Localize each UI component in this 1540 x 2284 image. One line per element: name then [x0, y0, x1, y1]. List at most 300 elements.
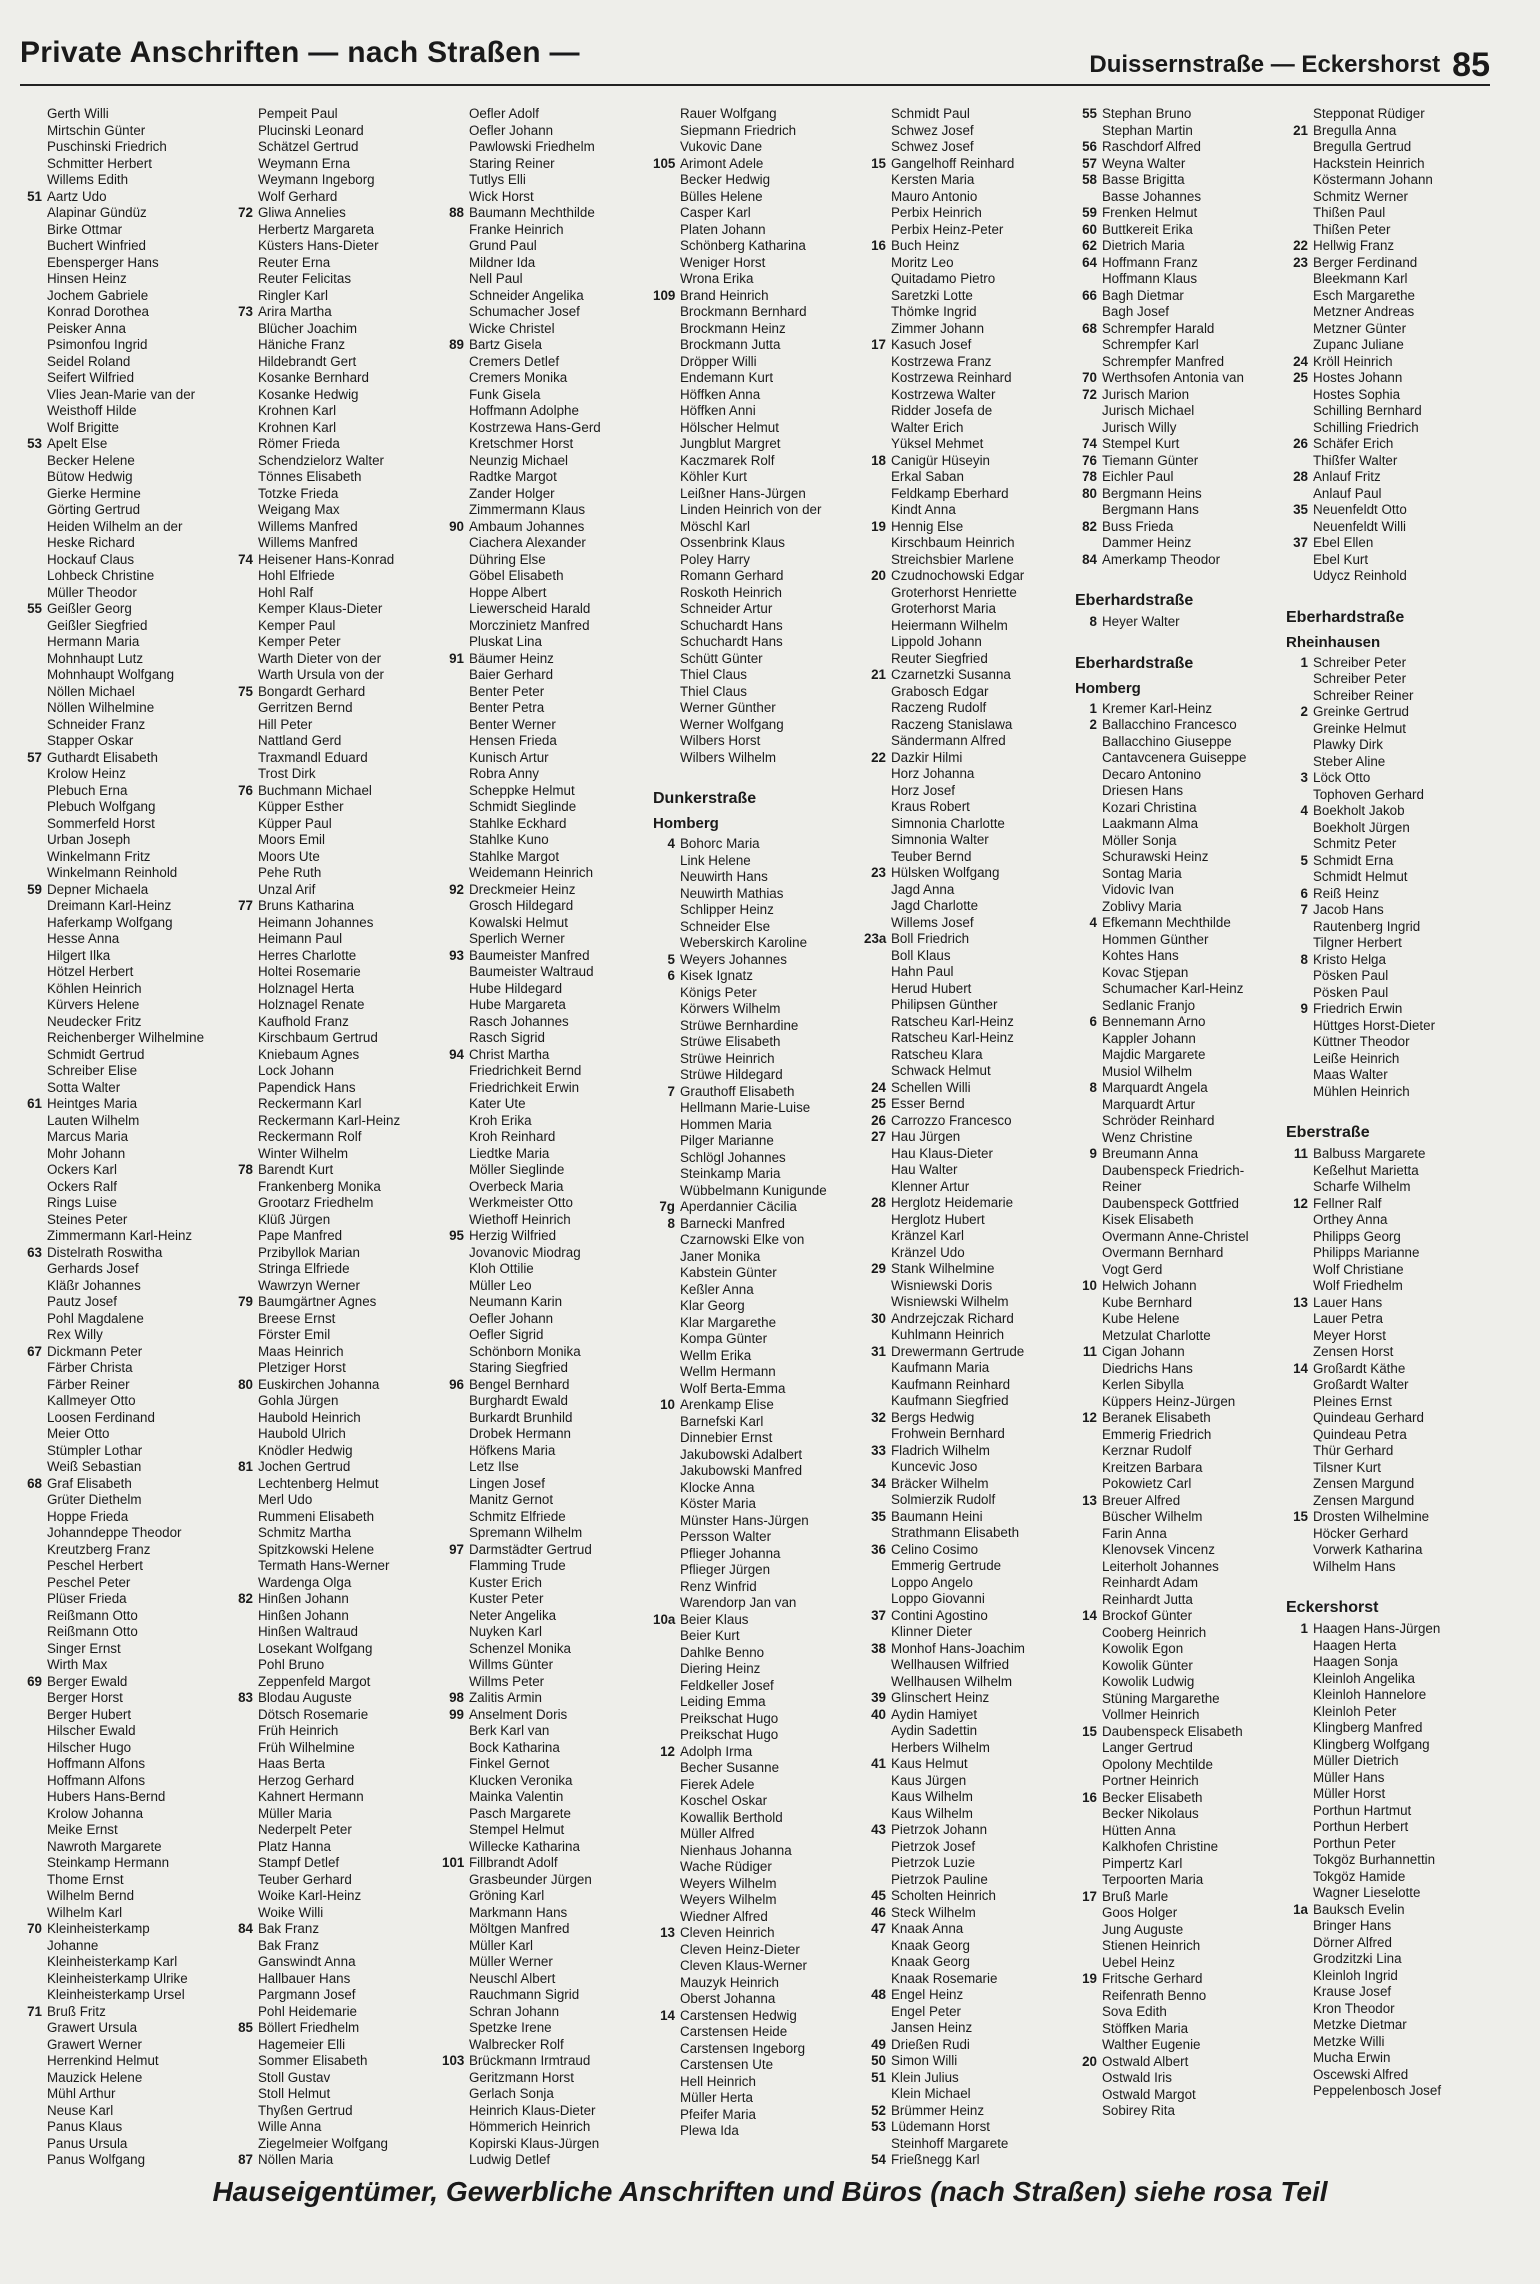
resident-name: Hagemeier Elli — [258, 2036, 346, 2052]
house-number — [1075, 1575, 1102, 1592]
resident-name: Möschl Karl — [680, 518, 750, 534]
house-number — [20, 1113, 47, 1130]
house-number — [231, 1905, 258, 1922]
list-item — [653, 1975, 864, 1992]
resident-name: Cigan Johann — [1102, 1344, 1185, 1359]
resident-name: Greinke Gertrud — [1313, 704, 1410, 719]
list-item — [864, 1014, 1075, 1031]
house-number — [653, 1100, 680, 1117]
house-number — [1286, 337, 1313, 354]
resident-name: Reiß Heinz — [1313, 885, 1380, 901]
house-number — [442, 123, 469, 140]
house-number — [864, 700, 891, 717]
house-number — [442, 139, 469, 156]
house-number — [442, 222, 469, 239]
house-number — [442, 1641, 469, 1658]
list-item — [442, 1954, 653, 1971]
list-item — [1075, 932, 1286, 949]
house-number — [442, 502, 469, 519]
resident-name: Beier Klaus — [680, 1611, 749, 1627]
house-number — [1075, 1295, 1102, 1312]
resident-name: Losekant Wolfgang — [258, 1640, 373, 1656]
list-item — [231, 2004, 442, 2021]
resident-name: Jacob Hans — [1313, 902, 1384, 917]
list-item — [1075, 717, 1286, 734]
resident-name: Dammer Heinz — [1102, 535, 1192, 550]
list-item — [442, 1525, 653, 1542]
house-number — [1075, 403, 1102, 420]
list-item — [1075, 519, 1286, 536]
list-item — [20, 865, 231, 882]
resident-name: Hau Jürgen — [891, 1129, 961, 1144]
list-item — [1286, 535, 1497, 552]
resident-name: Mucha Erwin — [1313, 2050, 1391, 2065]
resident-name: Bäumer Heinz — [469, 650, 554, 666]
list-item — [20, 1773, 231, 1790]
list-item — [1075, 816, 1286, 833]
house-number — [1286, 869, 1313, 886]
house-number — [231, 1129, 258, 1146]
house-number — [20, 1525, 47, 1542]
resident-name: Wiedner Alfred — [680, 1908, 768, 1924]
house-number: 13 — [1082, 1492, 1097, 1508]
resident-name: Reißmann Otto — [47, 1624, 138, 1639]
house-number — [1075, 1872, 1102, 1889]
list-item — [442, 1245, 653, 1262]
list-item — [653, 1001, 864, 1018]
resident-name: Holtei Rosemarie — [258, 964, 361, 979]
house-number — [442, 964, 469, 981]
list-item — [1286, 721, 1497, 738]
house-number — [442, 1839, 469, 1856]
resident-name: Bengel Bernhard — [469, 1376, 570, 1392]
list-item — [442, 1509, 653, 1526]
house-number — [1075, 1229, 1102, 1246]
resident-name: Hildebrandt Gert — [258, 353, 357, 369]
house-number: 57 — [27, 749, 42, 765]
list-item — [1286, 288, 1497, 305]
list-item — [864, 651, 1075, 668]
house-number — [1075, 1691, 1102, 1708]
resident-name: Grauthoff Elisabeth — [680, 1083, 795, 1099]
house-number — [1286, 1984, 1313, 2001]
list-item — [653, 651, 864, 668]
list-item — [1075, 1625, 1286, 1642]
list-item — [864, 766, 1075, 783]
list-item — [442, 832, 653, 849]
house-number — [20, 2037, 47, 2054]
resident-name: Peppelenbosch Josef — [1313, 2083, 1442, 2098]
house-number — [653, 1496, 680, 1513]
list-item — [20, 1657, 231, 1674]
house-number — [1075, 1988, 1102, 2005]
list-item — [442, 1311, 653, 1328]
list-item — [1286, 1493, 1497, 1510]
list-item — [231, 436, 442, 453]
resident-name: Udycz Reinhold — [1313, 568, 1407, 583]
resident-name: Hömmerich Heinrich — [469, 2119, 591, 2134]
list-item — [231, 469, 442, 486]
house-number — [653, 387, 680, 404]
resident-name: Hinßen Johann — [258, 1607, 349, 1623]
house-number — [20, 1773, 47, 1790]
house-number — [864, 271, 891, 288]
resident-name: Klocke Anna — [680, 1479, 755, 1495]
resident-name: Andrzejczak Richard — [891, 1310, 1014, 1326]
list-item — [864, 981, 1075, 998]
list-item — [653, 535, 864, 552]
resident-name: Heisener Hans-Konrad — [258, 551, 395, 567]
house-number — [653, 222, 680, 239]
list-item — [442, 1476, 653, 1493]
resident-name: Sedlanic Franjo — [1102, 997, 1196, 1013]
resident-name: Wolf Gerhard — [258, 188, 338, 204]
list-item — [1286, 1542, 1497, 1559]
resident-name: Weymann Ingeborg — [258, 172, 375, 187]
house-number — [653, 1727, 680, 1744]
resident-name: Förster Emil — [258, 1327, 331, 1342]
house-number — [442, 255, 469, 272]
list-item — [442, 1492, 653, 1509]
resident-name: Schmitz Peter — [1313, 836, 1397, 851]
house-number — [864, 1245, 891, 1262]
list-item — [231, 700, 442, 717]
resident-name: Saretzki Lotte — [891, 287, 973, 303]
house-number — [1075, 1212, 1102, 1229]
list-item — [864, 1657, 1075, 1674]
resident-name: Celino Cosimo — [891, 1541, 979, 1557]
house-number — [231, 2004, 258, 2021]
house-number — [1075, 1262, 1102, 1279]
list-item — [653, 717, 864, 734]
house-number — [653, 717, 680, 734]
list-item — [442, 469, 653, 486]
resident-name: Ludwig Detlef — [469, 2152, 551, 2167]
house-number — [1075, 734, 1102, 751]
list-item — [231, 1657, 442, 1674]
list-item — [442, 436, 653, 453]
house-number: 5 — [1300, 852, 1308, 868]
house-number: 63 — [27, 1244, 42, 1260]
list-item — [1075, 800, 1286, 817]
resident-name: Brockmann Heinz — [680, 320, 786, 336]
list-item — [1286, 2017, 1497, 2034]
resident-name: Blücher Joachim — [258, 320, 357, 336]
house-number: 94 — [449, 1046, 464, 1062]
house-number — [442, 931, 469, 948]
section-spacer — [1075, 568, 1286, 588]
house-number — [442, 981, 469, 998]
house-number — [20, 1509, 47, 1526]
resident-name: Heintges Maria — [47, 1096, 138, 1111]
house-number — [653, 601, 680, 618]
list-item — [1075, 1130, 1286, 1147]
house-number: 51 — [27, 188, 42, 204]
resident-name: Wolf Berta-Emma — [680, 1380, 786, 1396]
resident-name: Pösken Paul — [1313, 968, 1389, 983]
house-number — [1075, 1526, 1102, 1543]
list-item — [864, 1063, 1075, 1080]
house-number — [1075, 816, 1102, 833]
resident-name: Friedrich Erwin — [1313, 1001, 1403, 1016]
resident-name: Kube Helene — [1102, 1311, 1180, 1326]
house-number — [442, 304, 469, 321]
resident-name: Wagner Lieselotte — [1313, 1885, 1421, 1900]
list-item — [20, 1921, 231, 1938]
resident-name: Kleinloh Angelika — [1313, 1670, 1415, 1686]
list-item — [442, 1872, 653, 1889]
resident-name: Becker Hedwig — [680, 172, 771, 187]
house-number — [20, 1756, 47, 1773]
resident-name: Gerth Willi — [47, 106, 109, 121]
house-number — [20, 337, 47, 354]
list-item — [20, 601, 231, 618]
resident-name: Vorwerk Katharina — [1313, 1542, 1423, 1557]
list-item — [442, 1938, 653, 1955]
resident-name: Geißler Siegfried — [47, 617, 148, 633]
list-item — [442, 1327, 653, 1344]
resident-name: Oefler Johann — [469, 122, 554, 138]
resident-name: Klinner Dieter — [891, 1624, 973, 1639]
house-number — [442, 667, 469, 684]
list-item — [653, 205, 864, 222]
list-item — [442, 634, 653, 651]
house-number: 26 — [871, 1112, 886, 1128]
house-number — [653, 1843, 680, 1860]
resident-name: Stempel Helmut — [469, 1822, 565, 1837]
house-number — [864, 2020, 891, 2037]
resident-name: Cooberg Heinrich — [1102, 1624, 1207, 1640]
resident-name: Lippold Johann — [891, 634, 982, 649]
resident-name: Hostes Sophia — [1313, 386, 1401, 402]
list-item — [231, 1558, 442, 1575]
resident-name: Weniger Horst — [680, 254, 766, 270]
house-number: 31 — [871, 1343, 886, 1359]
house-number: 66 — [1082, 287, 1097, 303]
resident-name: Herzig Wilfried — [469, 1228, 557, 1243]
resident-name: Nattland Gerd — [258, 733, 342, 748]
list-item — [1075, 1839, 1286, 1856]
house-number — [864, 1146, 891, 1163]
house-number — [1286, 106, 1313, 123]
house-number: 15 — [1082, 1723, 1097, 1739]
house-number: 26 — [1293, 436, 1308, 451]
house-number — [1286, 935, 1313, 952]
resident-name: Willems Manfred — [258, 535, 358, 550]
list-item — [442, 1129, 653, 1146]
list-item — [653, 189, 864, 206]
house-number: 82 — [1082, 518, 1097, 534]
list-item — [1075, 1674, 1286, 1691]
resident-name: Schendzielorz Walter — [258, 452, 385, 468]
resident-name: Bregulla Gertrud — [1313, 139, 1412, 154]
house-number — [442, 1426, 469, 1443]
house-number: 18 — [871, 452, 886, 468]
resident-name: Thiel Claus — [680, 683, 747, 699]
list-item — [653, 222, 864, 239]
list-item — [653, 1991, 864, 2008]
list-item — [864, 552, 1075, 569]
list-item — [864, 1344, 1075, 1361]
resident-name: Grootarz Friedhelm — [258, 1195, 374, 1210]
resident-name: Benter Petra — [469, 700, 545, 715]
list-item — [864, 700, 1075, 717]
resident-name: Overbeck Maria — [469, 1178, 564, 1194]
resident-name: Krohnen Karl — [258, 419, 337, 435]
list-item — [864, 2037, 1075, 2054]
resident-name: Pletziger Horst — [258, 1360, 346, 1375]
list-item — [1075, 1922, 1286, 1939]
house-number — [442, 1014, 469, 1031]
resident-name: Decaro Antonino — [1102, 766, 1202, 782]
resident-name: Plucinski Leonard — [258, 122, 364, 138]
resident-name: Kindt Anna — [891, 502, 956, 517]
list-item — [231, 1195, 442, 1212]
list-item — [653, 1199, 864, 1216]
resident-name: Uebel Heinz — [1102, 1954, 1175, 1970]
resident-name: Hoffmann Franz — [1102, 254, 1198, 270]
resident-name: Manitz Gernot — [469, 1492, 554, 1507]
list-item — [20, 1476, 231, 1493]
house-number: 12 — [660, 1743, 675, 1759]
house-number — [864, 898, 891, 915]
resident-name: Zimmermann Karl-Heinz — [47, 1228, 193, 1243]
list-item — [1075, 2037, 1286, 2054]
resident-name: Köstermann Johann — [1313, 172, 1433, 187]
house-number — [20, 106, 47, 123]
list-item — [864, 2119, 1075, 2136]
list-item — [20, 783, 231, 800]
resident-name: Winkelmann Fritz — [47, 848, 151, 864]
list-item — [20, 1261, 231, 1278]
house-number — [1286, 552, 1313, 569]
list-item — [1286, 1852, 1497, 1869]
list-item — [442, 1360, 653, 1377]
list-item — [864, 403, 1075, 420]
resident-name: Seifert Wilfried — [47, 370, 135, 385]
house-number — [1075, 535, 1102, 552]
house-number — [20, 948, 47, 965]
house-number — [1075, 981, 1102, 998]
resident-name: Hensen Frieda — [469, 733, 557, 748]
resident-name: Hubers Hans-Bernd — [47, 1789, 166, 1804]
resident-name: Hallbauer Hans — [258, 1970, 351, 1986]
resident-name: Farin Anna — [1102, 1525, 1167, 1541]
list-item — [1075, 139, 1286, 156]
house-number — [864, 1393, 891, 1410]
house-number — [231, 189, 258, 206]
list-item — [231, 2119, 442, 2136]
house-number — [231, 1806, 258, 1823]
resident-name: Pösken Paul — [1313, 984, 1389, 1000]
resident-name: Drießen Rudi — [891, 2036, 970, 2052]
house-number — [442, 684, 469, 701]
resident-name: Löck Otto — [1313, 770, 1371, 785]
resident-name: Morczinietz Manfred — [469, 617, 590, 633]
resident-name: Ziegelmeier Wolfgang — [258, 2135, 389, 2151]
list-item — [864, 964, 1075, 981]
house-number — [653, 1051, 680, 1068]
house-number — [20, 849, 47, 866]
resident-name: Scharfe Wilhelm — [1313, 1179, 1411, 1194]
house-number: 109 — [653, 287, 676, 303]
list-item — [1075, 899, 1286, 916]
list-item — [653, 156, 864, 173]
resident-name: Baumeister Manfred — [469, 947, 590, 963]
resident-name: Möller Sieglinde — [469, 1162, 565, 1177]
house-number: 8 — [1300, 951, 1308, 967]
resident-name: Stümpler Lothar — [47, 1442, 143, 1458]
resident-name: Koschel Oskar — [680, 1793, 768, 1808]
list-item — [1075, 1740, 1286, 1757]
resident-name: Radtke Margot — [469, 469, 557, 484]
list-item — [442, 1063, 653, 1080]
resident-name: Kowalski Helmut — [469, 914, 568, 930]
resident-name: Wilbers Horst — [680, 733, 761, 748]
list-item — [20, 2004, 231, 2021]
resident-name: Fellner Ralf — [1313, 1195, 1382, 1211]
house-number — [20, 717, 47, 734]
resident-name: Becher Susanne — [680, 1760, 780, 1775]
list-item — [20, 1195, 231, 1212]
house-number — [653, 189, 680, 206]
list-item — [231, 997, 442, 1014]
resident-name: Kirschbaum Gertrud — [258, 1030, 378, 1045]
house-number — [1286, 222, 1313, 239]
house-number — [864, 1179, 891, 1196]
house-number — [231, 1393, 258, 1410]
list-item — [653, 750, 864, 767]
resident-name: Stepponat Rüdiger — [1313, 106, 1425, 121]
list-item — [653, 1249, 864, 1266]
list-item — [20, 799, 231, 816]
house-number — [864, 1558, 891, 1575]
resident-name: Ratscheu Karl-Heinz — [891, 1013, 1014, 1029]
resident-name: Frankenberg Monika — [258, 1178, 381, 1194]
list-item — [20, 387, 231, 404]
resident-name: Dörner Alfred — [1313, 1934, 1392, 1950]
list-item — [1075, 1361, 1286, 1378]
resident-name: Strüwe Heinrich — [680, 1050, 775, 1066]
list-item — [1075, 1509, 1286, 1526]
list-item — [1075, 1823, 1286, 1840]
house-number — [231, 535, 258, 552]
house-number — [1286, 1311, 1313, 1328]
resident-name: Willms Günter — [469, 1657, 554, 1672]
house-number — [231, 915, 258, 932]
house-number — [442, 832, 469, 849]
resident-name: Simnonia Charlotte — [891, 815, 1005, 831]
resident-name: Klenner Artur — [891, 1178, 970, 1194]
resident-name: Hermann Maria — [47, 634, 140, 649]
resident-name: Porthun Peter — [1313, 1835, 1396, 1851]
resident-name: Rauchmann Sigrid — [469, 1987, 580, 2002]
resident-name: Balbuss Margarete — [1313, 1146, 1426, 1161]
list-item — [20, 2053, 231, 2070]
section-spacer — [1286, 1100, 1497, 1120]
resident-name: Distelrath Roswitha — [47, 1244, 163, 1260]
resident-name: Perbix Heinz-Peter — [891, 221, 1004, 237]
resident-name: Totzke Frieda — [258, 485, 339, 501]
house-number — [442, 1294, 469, 1311]
house-number — [20, 354, 47, 371]
list-item — [653, 2107, 864, 2124]
resident-name: Daubenspeck Gottfried — [1102, 1195, 1239, 1211]
resident-name: Engel Peter — [891, 2003, 961, 2019]
house-number — [442, 1195, 469, 1212]
resident-name: Buch Heinz — [891, 238, 960, 253]
resident-name: Hölscher Helmut — [680, 419, 779, 435]
